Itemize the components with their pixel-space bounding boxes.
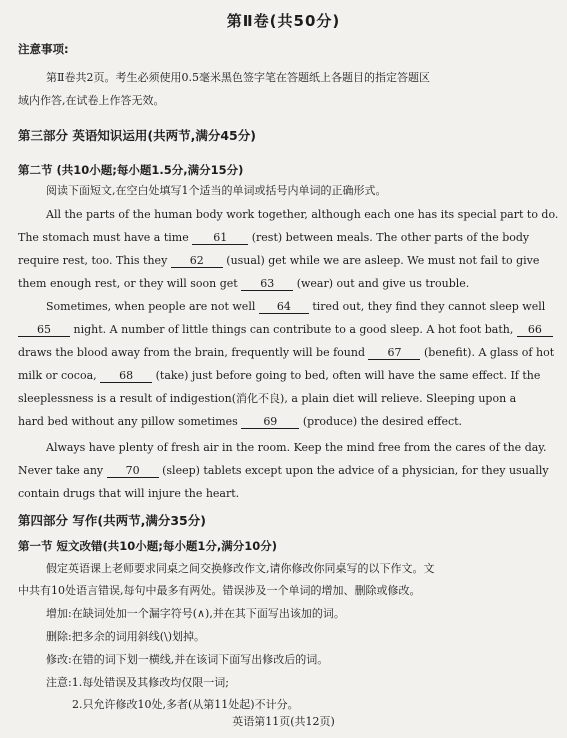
part3-heading: 第三部分 英语知识运用(共两节,满分45分) — [18, 128, 256, 143]
blank-68: 68 — [100, 369, 152, 383]
passage-p3-line-1: Always have plenty of fresh air in the room. Keep the mind free from the cares of the day. — [46, 441, 547, 454]
part3-instruction: 阅读下面短文,在空白处填写1个适当的单词或括号内单词的正确形式。 — [46, 184, 387, 197]
passage-p2-line-1 — [46, 300, 545, 314]
passage-text: milk or cocoa, — [18, 369, 97, 382]
passage-text: (rest) between meals. The other parts of the body — [251, 231, 530, 244]
notice-line-2: 域内作答,在试卷上作答无效。 — [18, 94, 165, 107]
passage-text: (produce) the desired effect. — [302, 415, 463, 428]
blank-67: 67 — [368, 346, 420, 360]
passage-text: Never take any — [18, 464, 104, 477]
passage-p2-line-4 — [18, 369, 540, 383]
passage-text: draws the blood away from the brain, frequently will be found — [18, 346, 365, 359]
blank-64: 64 — [259, 300, 309, 314]
passage-text: night. A number of little things can contribute to a good sleep. A hot foot bath, — [73, 323, 514, 336]
passage-text: (take) just before going to bed, often will have the same effect. If the — [155, 369, 541, 382]
passage-text: (benefit). A glass of hot — [423, 346, 555, 359]
passage-p1-line-1: All the parts of the human body work together, although each one has its special part to do. — [46, 208, 559, 221]
part4-line-6: 注意:1.每处错误及其修改均仅限一词; — [46, 676, 229, 689]
passage-text: them enough rest, or they will soon get — [18, 277, 238, 290]
part4-line-7: 2.只允许修改10处,多者(从第11处起)不计分。 — [72, 698, 299, 711]
passage-p3-line-2 — [18, 464, 549, 478]
passage-p1-line-4 — [18, 277, 469, 291]
passage-text: The stomach must have a time — [18, 231, 189, 244]
notice-heading: 注意事项: — [18, 42, 69, 56]
blank-66: 66 — [517, 323, 553, 337]
passage-p2-line-6 — [18, 415, 462, 429]
passage-text: (sleep) tablets except upon the advice of a physician, for they usually — [162, 464, 549, 477]
passage-p3-line-3: contain drugs that will injure the heart. — [18, 487, 240, 500]
blank-62: 62 — [171, 254, 223, 268]
passage-p1-line-2 — [18, 231, 529, 245]
blank-61: 61 — [192, 231, 248, 245]
part4-section-heading: 第一节 短文改错(共10小题;每小题1分,满分10分) — [18, 539, 277, 553]
passage-p2-line-3 — [18, 346, 554, 360]
blank-63: 63 — [241, 277, 293, 291]
part4-line-3: 增加:在缺词处加一个漏字符号(∧),并在其下面写出该加的词。 — [46, 607, 345, 620]
page-footer: 英语第11页(共12页) — [232, 715, 335, 728]
notice-line-1: 第Ⅱ卷共2页。考生必须使用0.5毫米黑色签字笔在答题纸上各题目的指定答题区 — [46, 71, 430, 84]
passage-p1-line-3 — [18, 254, 539, 268]
part3-section-heading: 第二节 (共10小题;每小题1.5分,满分15分) — [18, 163, 244, 177]
part4-line-4: 删除:把多余的词用斜线(\)划掉。 — [46, 630, 205, 643]
passage-text: (usual) get while we are asleep. We must not fail to give — [226, 254, 540, 267]
passage-text: require rest, too. This they — [18, 254, 168, 267]
part4-heading: 第四部分 写作(共两节,满分35分) — [18, 513, 206, 528]
blank-70: 70 — [107, 464, 159, 478]
passage-text: Sometimes, when people are not well — [46, 300, 256, 313]
passage-p2-line-5: sleeplessness is a result of indigestion(消化不良), a plain diet will relieve. Sleeping upon a — [18, 392, 517, 405]
page-title: 第Ⅱ卷(共50分) — [226, 12, 341, 30]
blank-69: 69 — [241, 415, 299, 429]
part4-line-1: 假定英语课上老师要求同桌之间交换修改作文,请你修改你同桌写的以下作文。文 — [46, 562, 435, 575]
passage-p2-line-2 — [18, 323, 553, 337]
blank-65: 65 — [18, 323, 70, 337]
part4-line-5: 修改:在错的词下划一横线,并在该词下面写出修改后的词。 — [46, 653, 329, 666]
passage-text: hard bed without any pillow sometimes — [18, 415, 238, 428]
passage-text: (wear) out and give us trouble. — [296, 277, 470, 290]
part4-line-2: 中共有10处语言错误,每句中最多有两处。错误涉及一个单词的增加、删除或修改。 — [18, 584, 421, 597]
passage-text: tired out, they find they cannot sleep well — [312, 300, 546, 313]
